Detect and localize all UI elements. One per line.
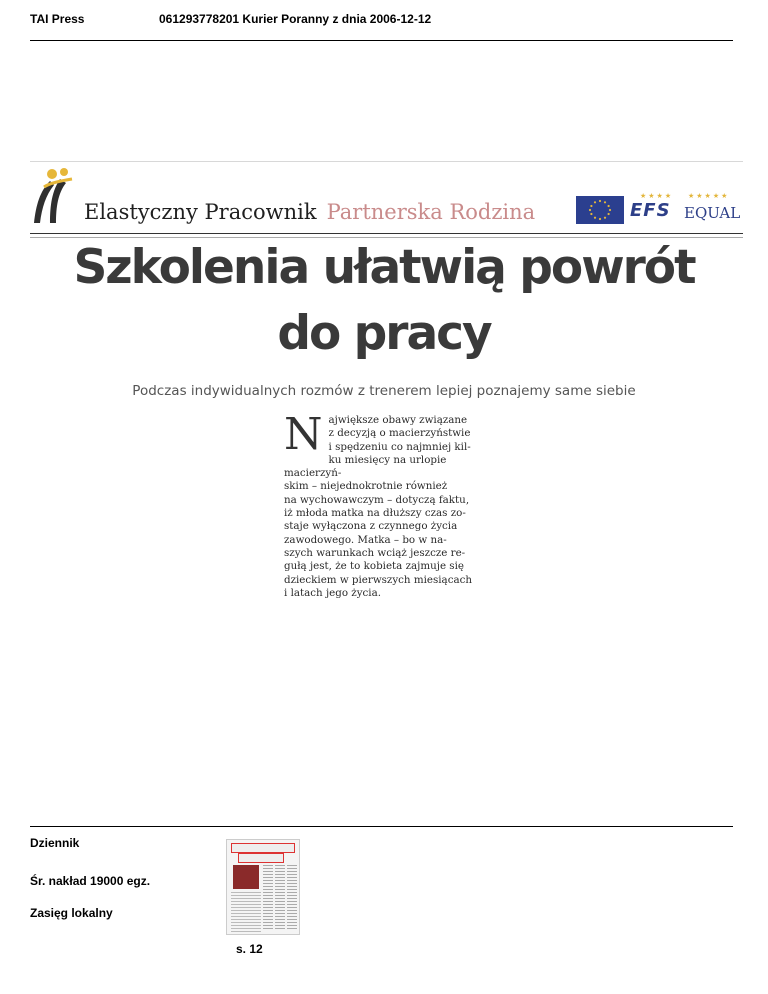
headline-line-1: Szkolenia ułatwią powrót <box>73 240 695 295</box>
headline-line-2: do pracy <box>277 306 491 361</box>
banner-divider <box>30 233 743 234</box>
eu-flag-icon <box>576 196 624 224</box>
footer-divider <box>30 826 733 827</box>
distribution-range: Zasięg lokalny <box>30 906 113 920</box>
thumbnail-highlight <box>231 843 295 853</box>
banner-divider-thin <box>30 237 743 238</box>
page-number: s. 12 <box>236 942 263 956</box>
program-name: Elastyczny Pracownik <box>84 200 317 224</box>
thumbnail-photo <box>233 865 259 889</box>
efs-logo: EFS <box>630 200 671 221</box>
thumbnail-column <box>287 865 297 931</box>
page-thumbnail <box>226 839 300 935</box>
drop-cap: N <box>284 409 323 460</box>
efs-stars-icon: ★★★★ <box>640 193 674 200</box>
circulation: Śr. nakład 19000 egz. <box>30 874 151 888</box>
press-source: TAI Press <box>30 12 85 26</box>
article-column <box>284 409 504 600</box>
header-divider <box>30 40 733 41</box>
program-banner <box>84 200 535 224</box>
article-subtitle: Podczas indywidualnych rozmów z trenerem lepiej poznajemy same siebie <box>132 383 636 399</box>
publication-type: Dziennik <box>30 836 80 850</box>
equal-logo: EQUAL <box>684 204 741 222</box>
article-body: ajwiększe obawy związane z decyzją o macierzyństwie i spędzeniu co najmniej kil- ku miesięcy na urlopie macierzyń- skim – niejednokrotnie również na wychowawczym – dotyczą faktu, iż młoda matka na dłuższy czas zo- staje wyłączona z czynnego życia zawodowego. Matka – bo w na- szych warunkach wciąż jeszcze re- gułą jest, że to kobieta zajmuje się dzieckiem w pierwszych miesiącach i latach jego życia. <box>284 414 473 599</box>
clipping-top-edge <box>30 161 743 162</box>
thumbnail-text-block <box>231 892 261 932</box>
program-name-partner: Partnerska Rodzina <box>326 200 536 224</box>
thumbnail-highlight-2 <box>238 853 284 863</box>
press-reference: 061293778201 Kurier Poranny z dnia 2006-12-12 <box>159 12 432 26</box>
thumbnail-column <box>275 865 285 931</box>
program-logo-icon <box>30 165 82 227</box>
thumbnail-column <box>263 865 273 931</box>
equal-stars-icon: ★★★★★ <box>688 193 730 200</box>
